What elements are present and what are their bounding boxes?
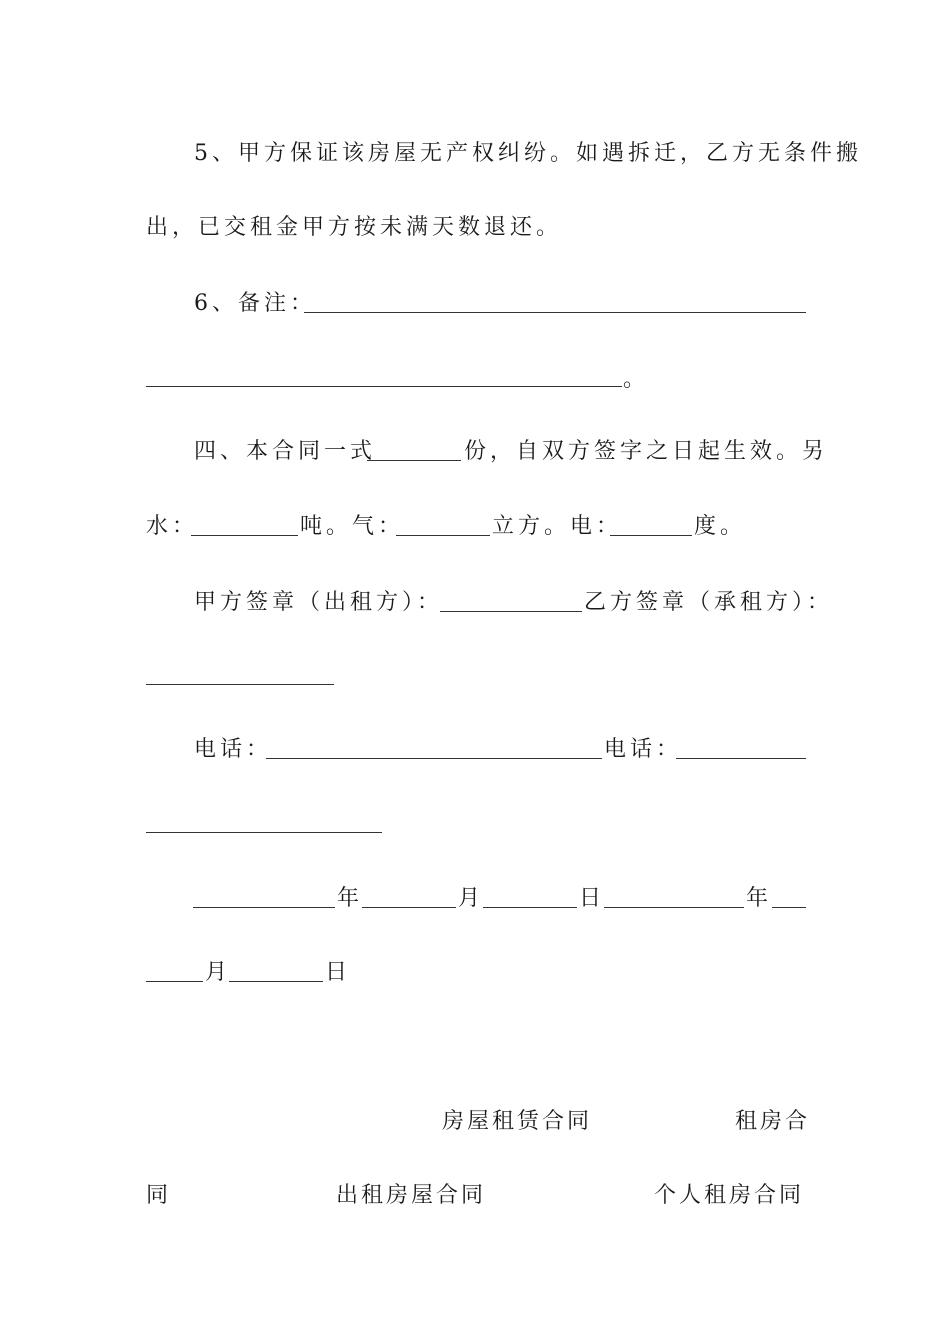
water-unit: 吨。气： [300, 514, 405, 539]
year-b-blank [604, 907, 744, 908]
phone-a-blank [266, 758, 602, 759]
phone-b-blank-1 [676, 758, 806, 759]
year-a: 年 [337, 886, 364, 911]
copies-prefix: 四、本合同一式 [194, 439, 377, 464]
water-blank [191, 535, 298, 536]
copies-suffix: 份，自双方签字之日起生效。另 [464, 439, 829, 464]
month-b: 月 [205, 960, 232, 985]
phone-b-blank-2 [146, 832, 382, 833]
copies-blank [367, 460, 461, 461]
remarks-label: 6、备注： [194, 291, 316, 316]
related-link-lease-house-contract[interactable]: 出租房屋合同 [336, 1183, 487, 1208]
year-b: 年 [746, 886, 773, 911]
day-a: 日 [579, 886, 606, 911]
elec-unit: 度。 [694, 514, 747, 539]
clause-5-line-1 [0, 138, 950, 178]
related-link-tenancy-contract-part1[interactable]: 租房合 [735, 1109, 811, 1134]
phone-a-label: 电话： [194, 737, 273, 762]
date-line-1 [0, 883, 950, 923]
gas-blank [396, 535, 490, 536]
phone-line [0, 734, 950, 774]
related-link-tenancy-contract-part2[interactable]: 同 [146, 1183, 172, 1208]
clause-6-line-2 [0, 364, 950, 404]
day-b: 日 [325, 960, 352, 985]
remarks-blank-1 [304, 312, 806, 313]
party-b-label: 乙方签章（承租方）： [584, 590, 834, 615]
utilities-line [0, 511, 950, 551]
date-line-2 [0, 957, 950, 997]
clause-5-text-1: 5、甲方保证该房屋无产权纠纷。如遇拆迁，乙方无条件搬 [194, 141, 862, 166]
remarks-end: 。 [623, 367, 650, 392]
day-a-blank [483, 907, 577, 908]
clause-4-line-1 [0, 436, 950, 476]
related-link-personal-rental-contract[interactable]: 个人租房合同 [654, 1183, 805, 1208]
party-b-blank [146, 684, 334, 685]
month-b-blank-1 [772, 907, 806, 908]
month-a-blank [362, 907, 456, 908]
gas-unit: 立方。电： [492, 514, 623, 539]
party-a-label: 甲方签章（出租方）： [194, 590, 444, 615]
day-b-blank [229, 981, 323, 982]
month-b-blank-2 [146, 981, 203, 982]
signature-line [0, 587, 950, 627]
month-a: 月 [458, 886, 485, 911]
year-a-blank [193, 907, 335, 908]
clause-6-line-1 [0, 288, 950, 328]
elec-blank [610, 535, 692, 536]
clause-5-line-2 [0, 212, 950, 252]
related-link-rental-contract[interactable]: 房屋租赁合同 [442, 1109, 593, 1134]
party-a-blank [440, 611, 582, 612]
water-label: 水： [146, 514, 199, 539]
clause-5-text-2: 出，已交租金甲方按未满天数退还。 [146, 215, 563, 240]
phone-b-label: 电话： [604, 737, 683, 762]
